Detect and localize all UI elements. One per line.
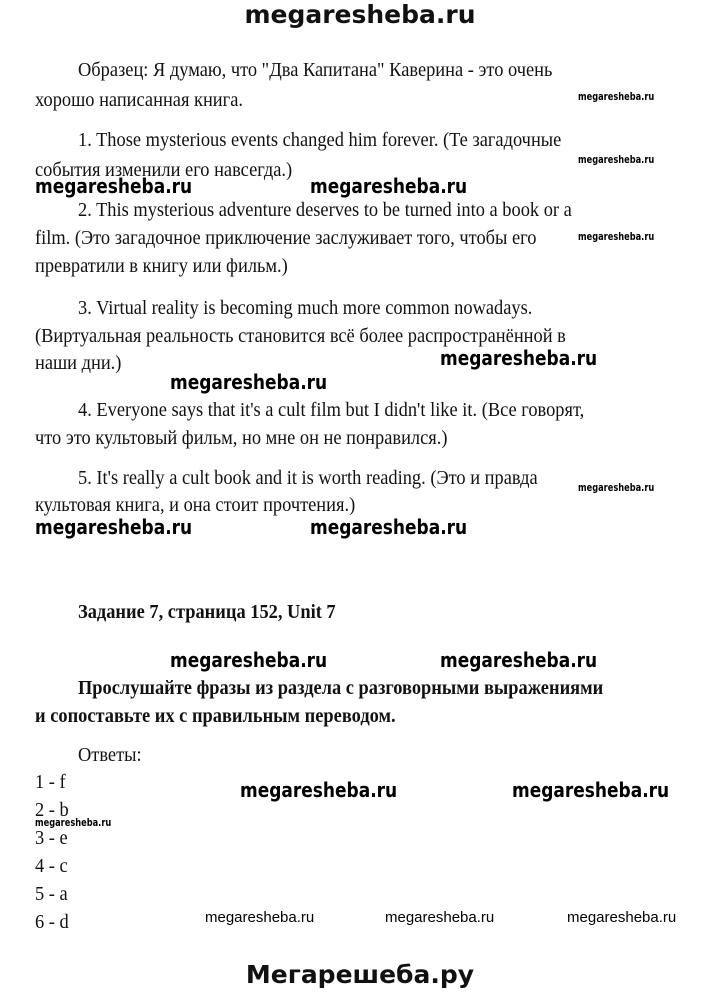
item-3: наши дни.) xyxy=(35,352,122,374)
task-instruction: Прослушайте фразы из раздела с разговорными выражениями xyxy=(78,677,604,699)
watermark: megaresheba.ru xyxy=(170,648,328,672)
item-1: 1. Those mysterious events changed him forever. (Те загадочные xyxy=(78,129,562,151)
site-header[interactable]: megaresheba.ru xyxy=(244,0,476,29)
watermark: megaresheba.ru xyxy=(567,909,677,926)
task-heading: Задание 7, страница 152, Unit 7 xyxy=(78,601,336,623)
item-3: (Виртуальная реальность становится всё более распространённой в xyxy=(35,325,566,347)
task-instruction: и сопоставьте их с правильным переводом. xyxy=(35,705,396,727)
watermark: megaresheba.ru xyxy=(385,909,495,926)
item-1: события изменили его навсегда.) xyxy=(35,159,293,181)
watermark: megaresheba.ru xyxy=(440,346,598,370)
watermark: megaresheba.ru xyxy=(205,909,315,926)
item-5: 5. It's really a cult book and it is worth reading. (Это и правда xyxy=(78,467,538,489)
watermark: megaresheba.ru xyxy=(35,515,193,539)
watermark: megaresheba.ru xyxy=(35,816,112,829)
item-2: film. (Это загадочное приключение заслуживает того, чтобы его xyxy=(35,227,537,249)
item-5: культовая книга, и она стоит прочтения.) xyxy=(35,494,356,516)
watermark: megaresheba.ru xyxy=(310,174,468,198)
item-2: превратили в книгу или фильм.) xyxy=(35,255,288,277)
watermark: megaresheba.ru xyxy=(310,515,468,539)
watermark: megaresheba.ru xyxy=(578,481,655,494)
watermark: megaresheba.ru xyxy=(578,153,655,166)
answer: 1 - f xyxy=(35,771,66,793)
answer: 2 - b xyxy=(35,799,69,821)
answer: 5 - a xyxy=(35,883,68,905)
answer: 6 - d xyxy=(35,911,69,933)
sample-line: хорошо написанная книга. xyxy=(35,89,243,111)
site-footer[interactable]: Мегарешеба.ру xyxy=(245,960,475,989)
watermark: megaresheba.ru xyxy=(240,778,398,802)
answers-label: Ответы: xyxy=(78,744,142,766)
watermark: megaresheba.ru xyxy=(170,370,328,394)
answer: 3 - e xyxy=(35,827,68,849)
item-2: 2. This mysterious adventure deserves to be turned into a book or a xyxy=(78,199,572,221)
watermark: megaresheba.ru xyxy=(578,230,655,243)
sample-line: Образец: Я думаю, что "Два Капитана" Каверина - это очень xyxy=(78,59,553,81)
watermark: megaresheba.ru xyxy=(440,648,598,672)
item-3: 3. Virtual reality is becoming much more common nowadays. xyxy=(78,297,533,319)
answer: 4 - c xyxy=(35,855,68,877)
watermark: megaresheba.ru xyxy=(35,174,193,198)
item-4: 4. Everyone says that it's a cult film but I didn't like it. (Все говорят, xyxy=(78,399,585,421)
watermark: megaresheba.ru xyxy=(512,778,670,802)
item-4: что это культовый фильм, но мне он не понравился.) xyxy=(35,427,448,449)
watermark: megaresheba.ru xyxy=(578,90,655,103)
